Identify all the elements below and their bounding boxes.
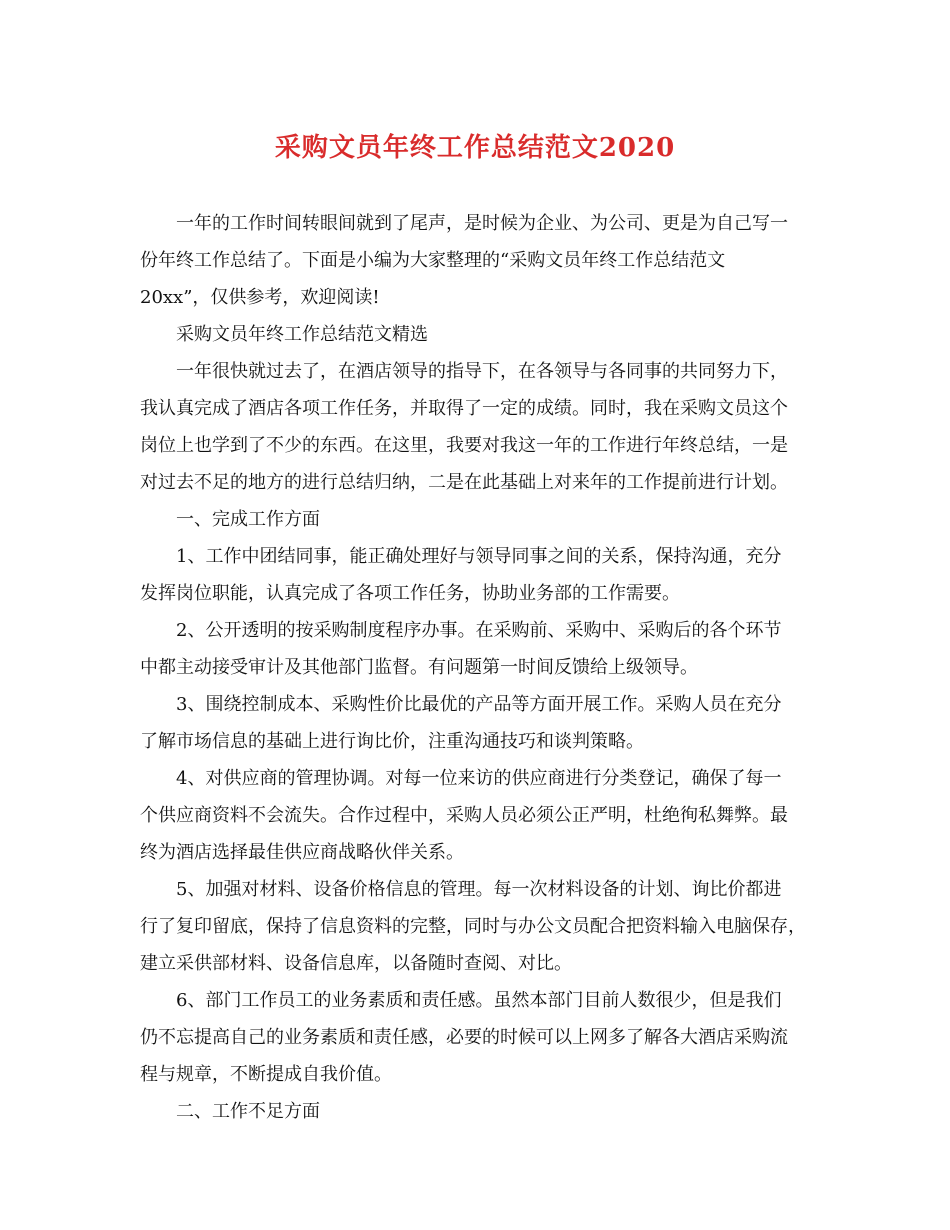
text-line: 3、围绕控制成本、采购性价比最优的产品等方面开展工作。采购人员在充分: [176, 694, 782, 715]
text-line: 行了复印留底，保持了信息资料的完整，同时与办公文员配合把资料输入电脑保存，: [140, 916, 806, 937]
text-line: 程与规章，不断提成自我价值。: [140, 1064, 392, 1085]
paragraph-opening: [140, 353, 812, 501]
paragraph-item-5: [140, 871, 812, 982]
text-line: 二、工作不足方面: [176, 1101, 320, 1122]
text-line: 一年很快就过去了，在酒店领导的指导下，在各领导与各同事的共同努力下，: [176, 361, 788, 382]
text-line: 份年终工作总结了。下面是小编为大家整理的“采购文员年终工作总结范文: [140, 250, 726, 271]
text-line: 我认真完成了酒店各项工作任务，并取得了一定的成绩。同时，我在采购文员这个: [140, 398, 788, 419]
text-line: 一、完成工作方面: [176, 509, 320, 530]
document-body: [140, 205, 812, 1130]
text-line: 个供应商资料不会流失。合作过程中，采购人员必须公正严明，杜绝徇私舞弊。最: [140, 805, 788, 826]
paragraph-item-3: [140, 686, 812, 760]
text-line: 2、公开透明的按采购制度程序办事。在采购前、采购中、采购后的各个环节: [176, 620, 782, 641]
paragraph-intro: [140, 205, 812, 316]
section-heading-1: [140, 501, 812, 538]
text-line: 6、部门工作员工的业务素质和责任感。虽然本部门目前人数很少，但是我们: [176, 990, 782, 1011]
text-line: 了解市场信息的基础上进行询比价，注重沟通技巧和谈判策略。: [140, 731, 644, 752]
text-line: 中都主动接受审计及其他部门监督。有问题第一时间反馈给上级领导。: [140, 657, 698, 678]
text-line: 对过去不足的地方的进行总结归纳，二是在此基础上对来年的工作提前进行计划。: [140, 472, 788, 493]
text-line: 采购文员年终工作总结范文精选: [176, 324, 428, 345]
paragraph-item-6: [140, 982, 812, 1093]
text-line: 一年的工作时间转眼间就到了尾声，是时候为企业、为公司、更是为自己写一: [176, 213, 788, 234]
text-line: 20xx”，仅供参考，欢迎阅读!: [140, 287, 380, 308]
text-line: 4、对供应商的管理协调。对每一位来访的供应商进行分类登记，确保了每一: [176, 768, 782, 789]
document-title: 采购文员年终工作总结范文2020: [274, 133, 676, 163]
text-line: 建立采供部材料、设备信息库，以备随时查阅、对比。: [140, 953, 572, 974]
paragraph-item-4: [140, 760, 812, 871]
text-line: 发挥岗位职能，认真完成了各项工作任务，协助业务部的工作需要。: [140, 583, 680, 604]
text-line: 5、加强对材料、设备价格信息的管理。每一次材料设备的计划、询比价都进: [176, 879, 782, 900]
text-line: 岗位上也学到了不少的东西。在这里，我要对我这一年的工作进行年终总结，一是: [140, 435, 788, 456]
paragraph-item-1: [140, 538, 812, 612]
text-line: 终为酒店选择最佳供应商战略伙伴关系。: [140, 842, 464, 863]
paragraph-item-2: [140, 612, 812, 686]
text-line: 1、工作中团结同事，能正确处理好与领导同事之间的关系，保持沟通，充分: [176, 546, 782, 567]
paragraph-subtitle: [140, 316, 812, 353]
section-heading-2: [140, 1093, 812, 1130]
text-line: 仍不忘提高自己的业务素质和责任感，必要的时候可以上网多了解各大酒店采购流: [140, 1027, 788, 1048]
